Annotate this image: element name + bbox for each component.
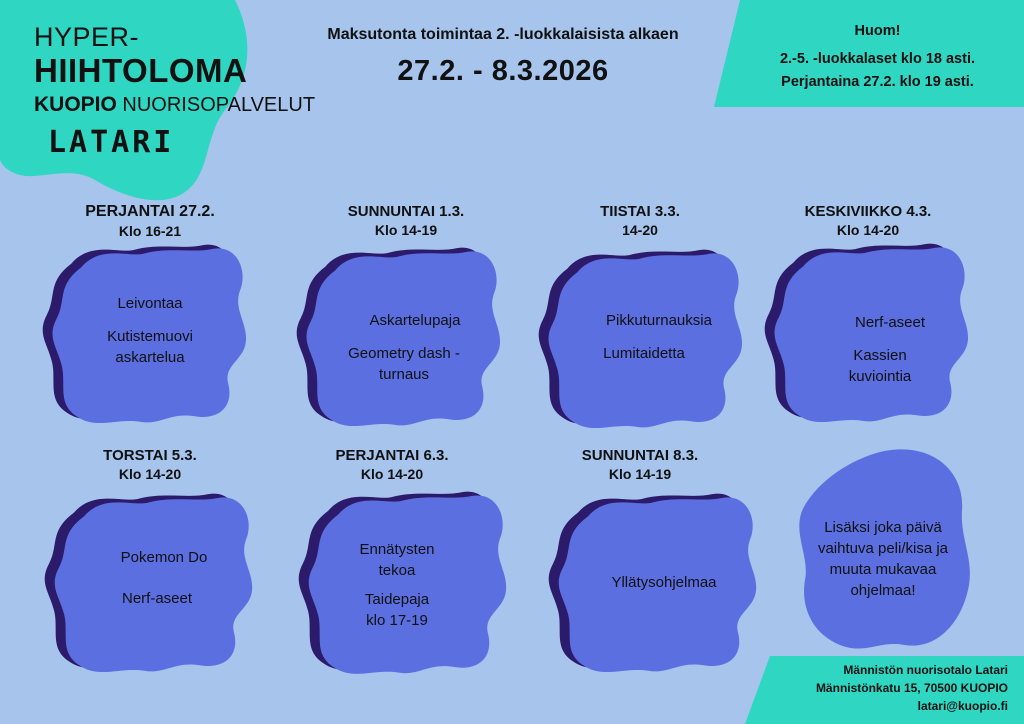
activity: Kassien kuviointia bbox=[848, 347, 912, 385]
logo-latari: LATARI bbox=[48, 125, 175, 160]
activity: Yllätysohjelmaa bbox=[611, 574, 717, 591]
footer-email[interactable]: latari@kuopio.fi bbox=[917, 699, 1008, 713]
footer-contact bbox=[760, 661, 1008, 715]
activity: Leivontaa bbox=[117, 295, 183, 312]
activity: Nerf-aseet bbox=[121, 590, 193, 607]
subtitle: Maksutonta toimintaa 2. -luokkalaisista alkaen bbox=[327, 26, 679, 43]
activity: Lumitaidetta bbox=[603, 345, 685, 362]
notice-line-1: 2.-5. -luokkalaset klo 18 asti. bbox=[779, 51, 976, 67]
activity: Kutistemuovi askartelua bbox=[107, 328, 193, 366]
activities-1 bbox=[70, 293, 230, 368]
logo-hiihtoloma: HIIHTOLOMA bbox=[34, 52, 248, 89]
activity: Geometry dash - turnaus bbox=[348, 345, 460, 383]
activities-3 bbox=[574, 310, 744, 376]
footer-address: Männistönkatu 15, 70500 KUOPIO bbox=[815, 681, 1008, 695]
activity: Pikkuturnauksia bbox=[606, 312, 712, 329]
logo-kuopio: KUOPIO NUORISOPALVELUT bbox=[34, 93, 316, 116]
day-heading-3: TIISTAI 3.3. 14-20 bbox=[600, 203, 680, 238]
extra-info: Lisäksi joka päivä vaihtuva peli/kisa ja muuta mukavaa ohjelmaa! bbox=[817, 519, 949, 599]
activity: Askartelupaja bbox=[369, 312, 461, 329]
day-heading-1: PERJANTAI 27.2. Klo 16-21 bbox=[85, 203, 215, 239]
activities-6 bbox=[317, 539, 477, 631]
notice-title: Huom! bbox=[854, 23, 901, 39]
event-dates: 27.2. - 8.3.2026 bbox=[397, 55, 609, 87]
activity: Pokemon Do bbox=[120, 549, 208, 566]
day-heading-7: SUNNUNTAI 8.3. Klo 14-19 bbox=[581, 447, 699, 482]
activity: Ennätysten tekoa bbox=[359, 541, 435, 579]
day-heading-2: SUNNUNTAI 1.3. Klo 14-19 bbox=[347, 203, 465, 238]
notice-line-2: Perjantaina 27.2. klo 19 asti. bbox=[781, 74, 974, 90]
activities-5 bbox=[84, 547, 244, 621]
activity: Nerf-aseet bbox=[854, 314, 926, 331]
day-heading-4: KESKIVIIKKO 4.3. Klo 14-20 bbox=[804, 203, 932, 238]
activities-4 bbox=[800, 312, 960, 387]
day-heading-6: PERJANTAI 6.3. Klo 14-20 bbox=[335, 447, 449, 482]
activities-7 bbox=[584, 572, 744, 605]
activity: Taidepaja klo 17-19 bbox=[364, 591, 430, 629]
activities-2 bbox=[324, 310, 484, 385]
logo-hyper: HYPER- bbox=[34, 22, 140, 52]
footer-place: Männistön nuorisotalo Latari bbox=[843, 663, 1008, 677]
day-heading-5: TORSTAI 5.3. Klo 14-20 bbox=[103, 447, 197, 482]
